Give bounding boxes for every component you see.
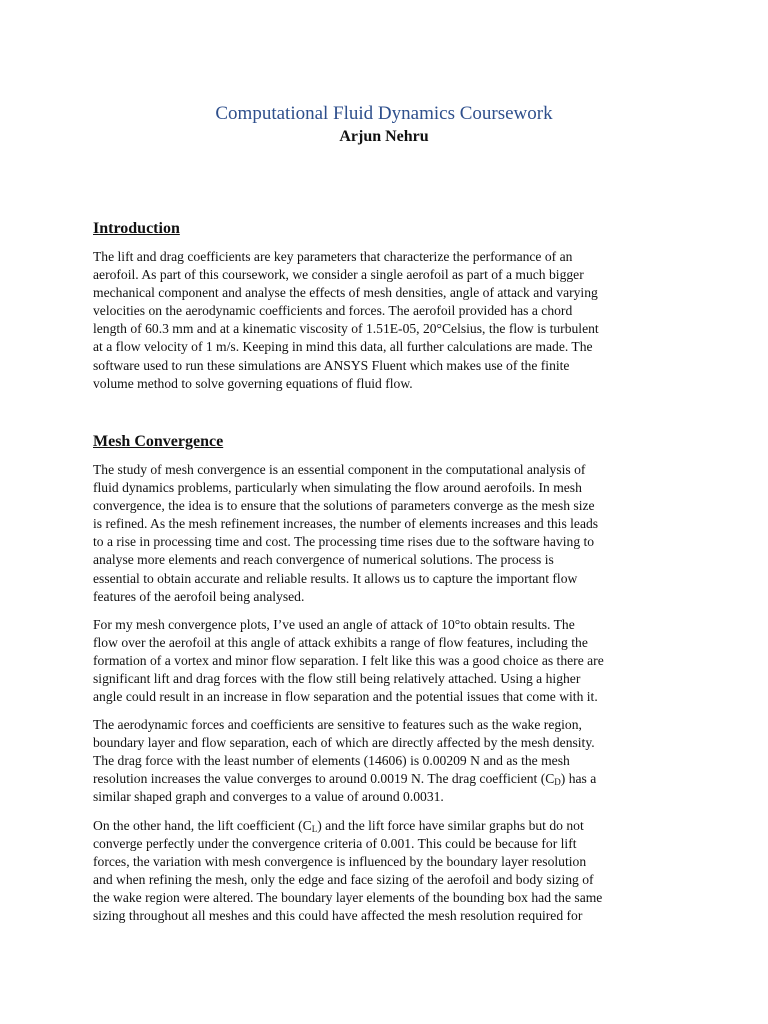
text-line: convergence, the idea is to ensure that the solutions of parameters converge as the mesh size bbox=[93, 498, 595, 514]
text-line: The drag force with the least number of elements (14606) is 0.00209 N and as the mesh bbox=[93, 753, 570, 769]
text-line: For my mesh convergence plots, I’ve used an angle of attack of 10°to obtain results. The bbox=[93, 617, 575, 632]
text-line: essential to obtain accurate and reliable results. It allows us to capture the important flow bbox=[93, 570, 578, 586]
text-line: features of the aerofoil being analysed. bbox=[93, 588, 305, 604]
text-line: converge perfectly under the convergence criteria of 0.001. This could be because for lift bbox=[93, 836, 577, 852]
paragraph-introduction bbox=[93, 248, 679, 393]
text-line: and when refining the mesh, only the edge and face sizing of the aerofoil and body sizing of bbox=[93, 872, 594, 888]
text-line: aerofoil. As part of this coursework, we consider a single aerofoil as part of a much bigger bbox=[93, 267, 584, 283]
text-line: volume method to solve governing equations of fluid flow. bbox=[93, 375, 413, 391]
text-line: analyse more elements and reach convergence of numerical solutions. The process is bbox=[93, 552, 554, 568]
text-line-with-subscript bbox=[93, 770, 679, 788]
text-line: The lift and drag coefficients are key parameters that characterize the performance of an bbox=[93, 249, 573, 264]
text-segment: resolution increases the value converges to around 0.0019 N. The drag coefficient (C bbox=[93, 771, 555, 787]
text-line: velocities on the aerodynamic coefficients and forces. The aerofoil provided has a chord bbox=[93, 303, 573, 319]
document-title: Computational Fluid Dynamics Coursework bbox=[215, 103, 553, 124]
text-line: at a flow velocity of 1 m/s. Keeping in mind this data, all further calculations are made. The bbox=[93, 339, 593, 355]
text-line: forces, the variation with mesh convergence is influenced by the boundary layer resolution bbox=[93, 854, 587, 870]
text-line: similar shaped graph and converges to a value of around 0.0031. bbox=[93, 789, 444, 805]
paragraph-mesh-convergence-3 bbox=[93, 716, 679, 806]
text-line: boundary layer and flow separation, each of which are directly affected by the mesh density. bbox=[93, 735, 595, 751]
text-line: to a rise in processing time and cost. The processing time rises due to the software having to bbox=[93, 534, 595, 550]
text-line: software used to run these simulations are ANSYS Fluent which makes use of the finite bbox=[93, 357, 570, 373]
text-segment: ) has a bbox=[560, 771, 597, 787]
text-line: the wake region were altered. The boundary layer elements of the bounding box had the same bbox=[93, 890, 603, 906]
paragraph-mesh-convergence-2 bbox=[93, 616, 679, 706]
text-line-with-subscript bbox=[93, 817, 679, 835]
text-line: The study of mesh convergence is an essential component in the computational analysis of bbox=[93, 462, 586, 477]
text-segment: ) and the lift force have similar graphs but do not bbox=[317, 818, 584, 833]
section-heading-introduction: Introduction bbox=[93, 220, 180, 237]
text-line: formation of a vortex and minor flow separation. I felt like this was a good choice as there are bbox=[93, 653, 604, 669]
text-line: The aerodynamic forces and coefficients are sensitive to features such as the wake region, bbox=[93, 717, 582, 732]
text-line: is refined. As the mesh refinement increases, the number of elements increases and this leads bbox=[93, 516, 599, 532]
section-heading-mesh-convergence: Mesh Convergence bbox=[93, 433, 224, 450]
document-author: Arjun Nehru bbox=[339, 128, 429, 145]
subscript-d: D bbox=[554, 777, 561, 788]
text-line: length of 60.3 mm and at a kinematic viscosity of 1.51E-05, 20°Celsius, the flow is turbulent bbox=[93, 321, 599, 337]
text-line: flow over the aerofoil at this angle of attack exhibits a range of flow features, including the bbox=[93, 635, 588, 651]
text-line: sizing throughout all meshes and this could have affected the mesh resolution required for bbox=[93, 908, 583, 924]
text-line: angle could result in an increase in flow separation and the potential issues that come with it. bbox=[93, 689, 598, 705]
text-segment: On the other hand, the lift coefficient (C bbox=[93, 818, 312, 833]
paragraph-mesh-convergence-1 bbox=[93, 461, 679, 606]
text-line: significant lift and drag forces with the flow still being relatively attached. Using a higher bbox=[93, 671, 581, 687]
subscript-l: L bbox=[311, 824, 318, 834]
paragraph-mesh-convergence-4 bbox=[93, 817, 679, 926]
text-line: fluid dynamics problems, particularly when simulating the flow around aerofoils. In mesh bbox=[93, 480, 582, 496]
text-line: mechanical component and analyse the effects of mesh densities, angle of attack and varying bbox=[93, 285, 598, 301]
